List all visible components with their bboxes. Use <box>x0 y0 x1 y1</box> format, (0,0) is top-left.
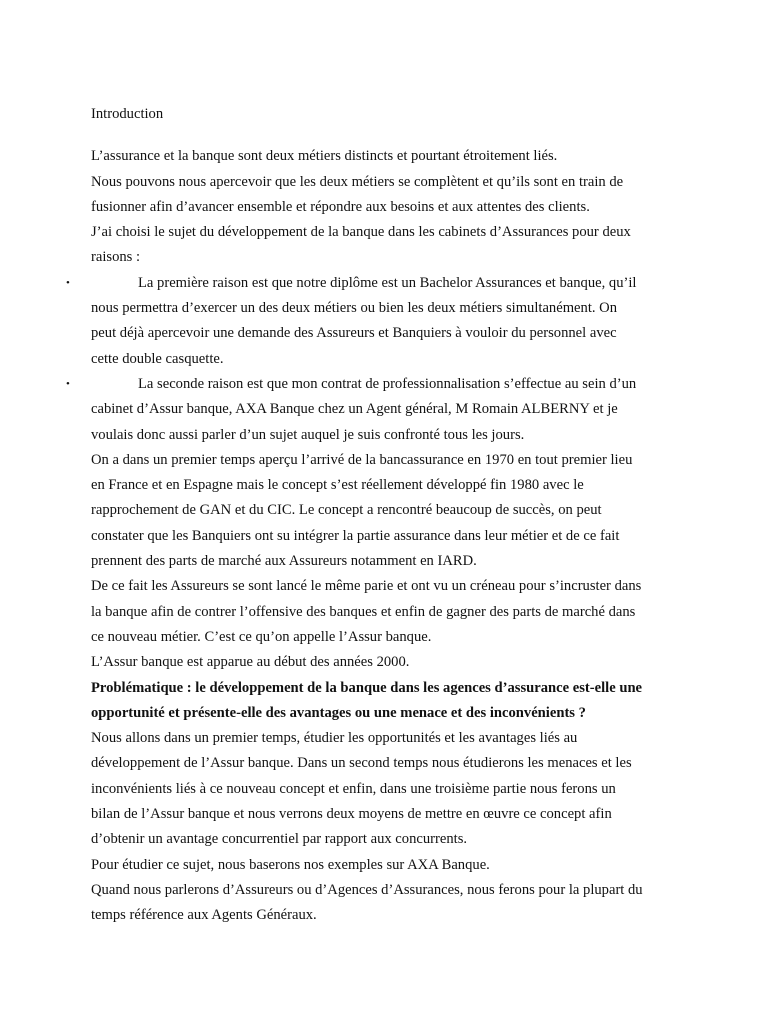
text-line-bold: Problématique : le développement de la banque dans les agences d’assurance est-elle une <box>91 679 643 696</box>
text-line: La seconde raison est que mon contrat de professionnalisation s’effectue au sein d’un <box>138 375 637 392</box>
text-line: constater que les Banquiers ont su intégrer la partie assurance dans leur métier et de ce fait <box>91 527 620 544</box>
bullet-item-1 <box>66 271 709 372</box>
text-line: rapprochement de GAN et du CIC. Le concept a rencontré beaucoup de succès, on peut <box>91 502 602 519</box>
text-line: voulais donc aussi parler d’un sujet auquel je suis confronté tous les jours. <box>91 426 525 443</box>
bullet-item-2 <box>66 372 709 448</box>
heading-introduction: Introduction <box>91 106 164 122</box>
intro-paragraph <box>91 144 709 270</box>
text-line: On a dans un premier temps aperçu l’arrivé de la bancassurance en 1970 en tout premier lieu <box>91 451 633 468</box>
text-line: ce nouveau métier. C’est ce qu’on appelle l’Assur banque. <box>91 628 432 645</box>
text-line: nous permettra d’exercer un des deux métiers ou bien les deux métiers simultanément. On <box>91 300 618 317</box>
bullet-icon: • <box>66 276 70 289</box>
text-line: cabinet d’Assur banque, AXA Banque chez un Agent général, M Romain ALBERNY et je <box>91 401 618 418</box>
bullet-line-first <box>66 372 709 397</box>
text-line: fusionner afin d’avancer ensemble et répondre aux besoins et aux attentes des clients. <box>91 198 590 215</box>
body-paragraph-history <box>91 448 709 676</box>
text-line: L’Assur banque est apparue au début des années 2000. <box>91 654 410 671</box>
text-line: bilan de l’Assur banque et nous verrons deux moyens de mettre en œuvre ce concept afin <box>91 806 612 823</box>
text-line: la banque afin de contrer l’offensive des banques et enfin de gagner des parts de marché dans <box>91 603 636 620</box>
text-line: en France et en Espagne mais le concept s’est réellement développé fin 1980 avec le <box>91 477 584 494</box>
text-line: Quand nous parlerons d’Assureurs ou d’Agences d’Assurances, nous ferons pour la plupart du <box>91 881 643 898</box>
text-line: cette double casquette. <box>91 350 224 367</box>
text-line: prennent des parts de marché aux Assureurs notamment en IARD. <box>91 553 477 570</box>
bullet-icon: • <box>66 377 70 390</box>
text-line: L’assurance et la banque sont deux métiers distincts et pourtant étroitement liés. <box>91 148 558 165</box>
text-line: raisons : <box>91 249 141 266</box>
text-line: inconvénients liés à ce nouveau concept et enfin, dans une troisième partie nous ferons un <box>91 780 616 797</box>
text-line: peut déjà apercevoir une demande des Assureurs et Banquiers à vouloir du personnel avec <box>91 325 617 342</box>
text-line: Pour étudier ce sujet, nous baserons nos exemples sur AXA Banque. <box>91 856 490 873</box>
text-line-bold: opportunité et présente-elle des avantages ou une menace et des inconvénients ? <box>91 704 586 721</box>
text-line: développement de l’Assur banque. Dans un second temps nous étudierons les menaces et les <box>91 755 632 772</box>
bullet-line-first <box>66 271 709 296</box>
document-page <box>66 102 709 929</box>
body-paragraph-plan <box>91 726 709 928</box>
problematique-paragraph <box>91 676 709 727</box>
text-line: J’ai choisi le sujet du développement de la banque dans les cabinets d’Assurances pour deux <box>91 224 631 241</box>
text-line: Nous allons dans un premier temps, étudier les opportunités et les avantages liés au <box>91 730 578 747</box>
text-line: La première raison est que notre diplôme est un Bachelor Assurances et banque, qu’il <box>138 274 637 291</box>
text-line: Nous pouvons nous apercevoir que les deux métiers se complètent et qu’ils sont en train de <box>91 173 624 190</box>
text-line: De ce fait les Assureurs se sont lancé le même parie et ont vu un créneau pour s’incruster dans <box>91 578 642 595</box>
text-line: temps référence aux Agents Généraux. <box>91 907 317 924</box>
text-line: d’obtenir un avantage concurrentiel par rapport aux concurrents. <box>91 831 468 848</box>
